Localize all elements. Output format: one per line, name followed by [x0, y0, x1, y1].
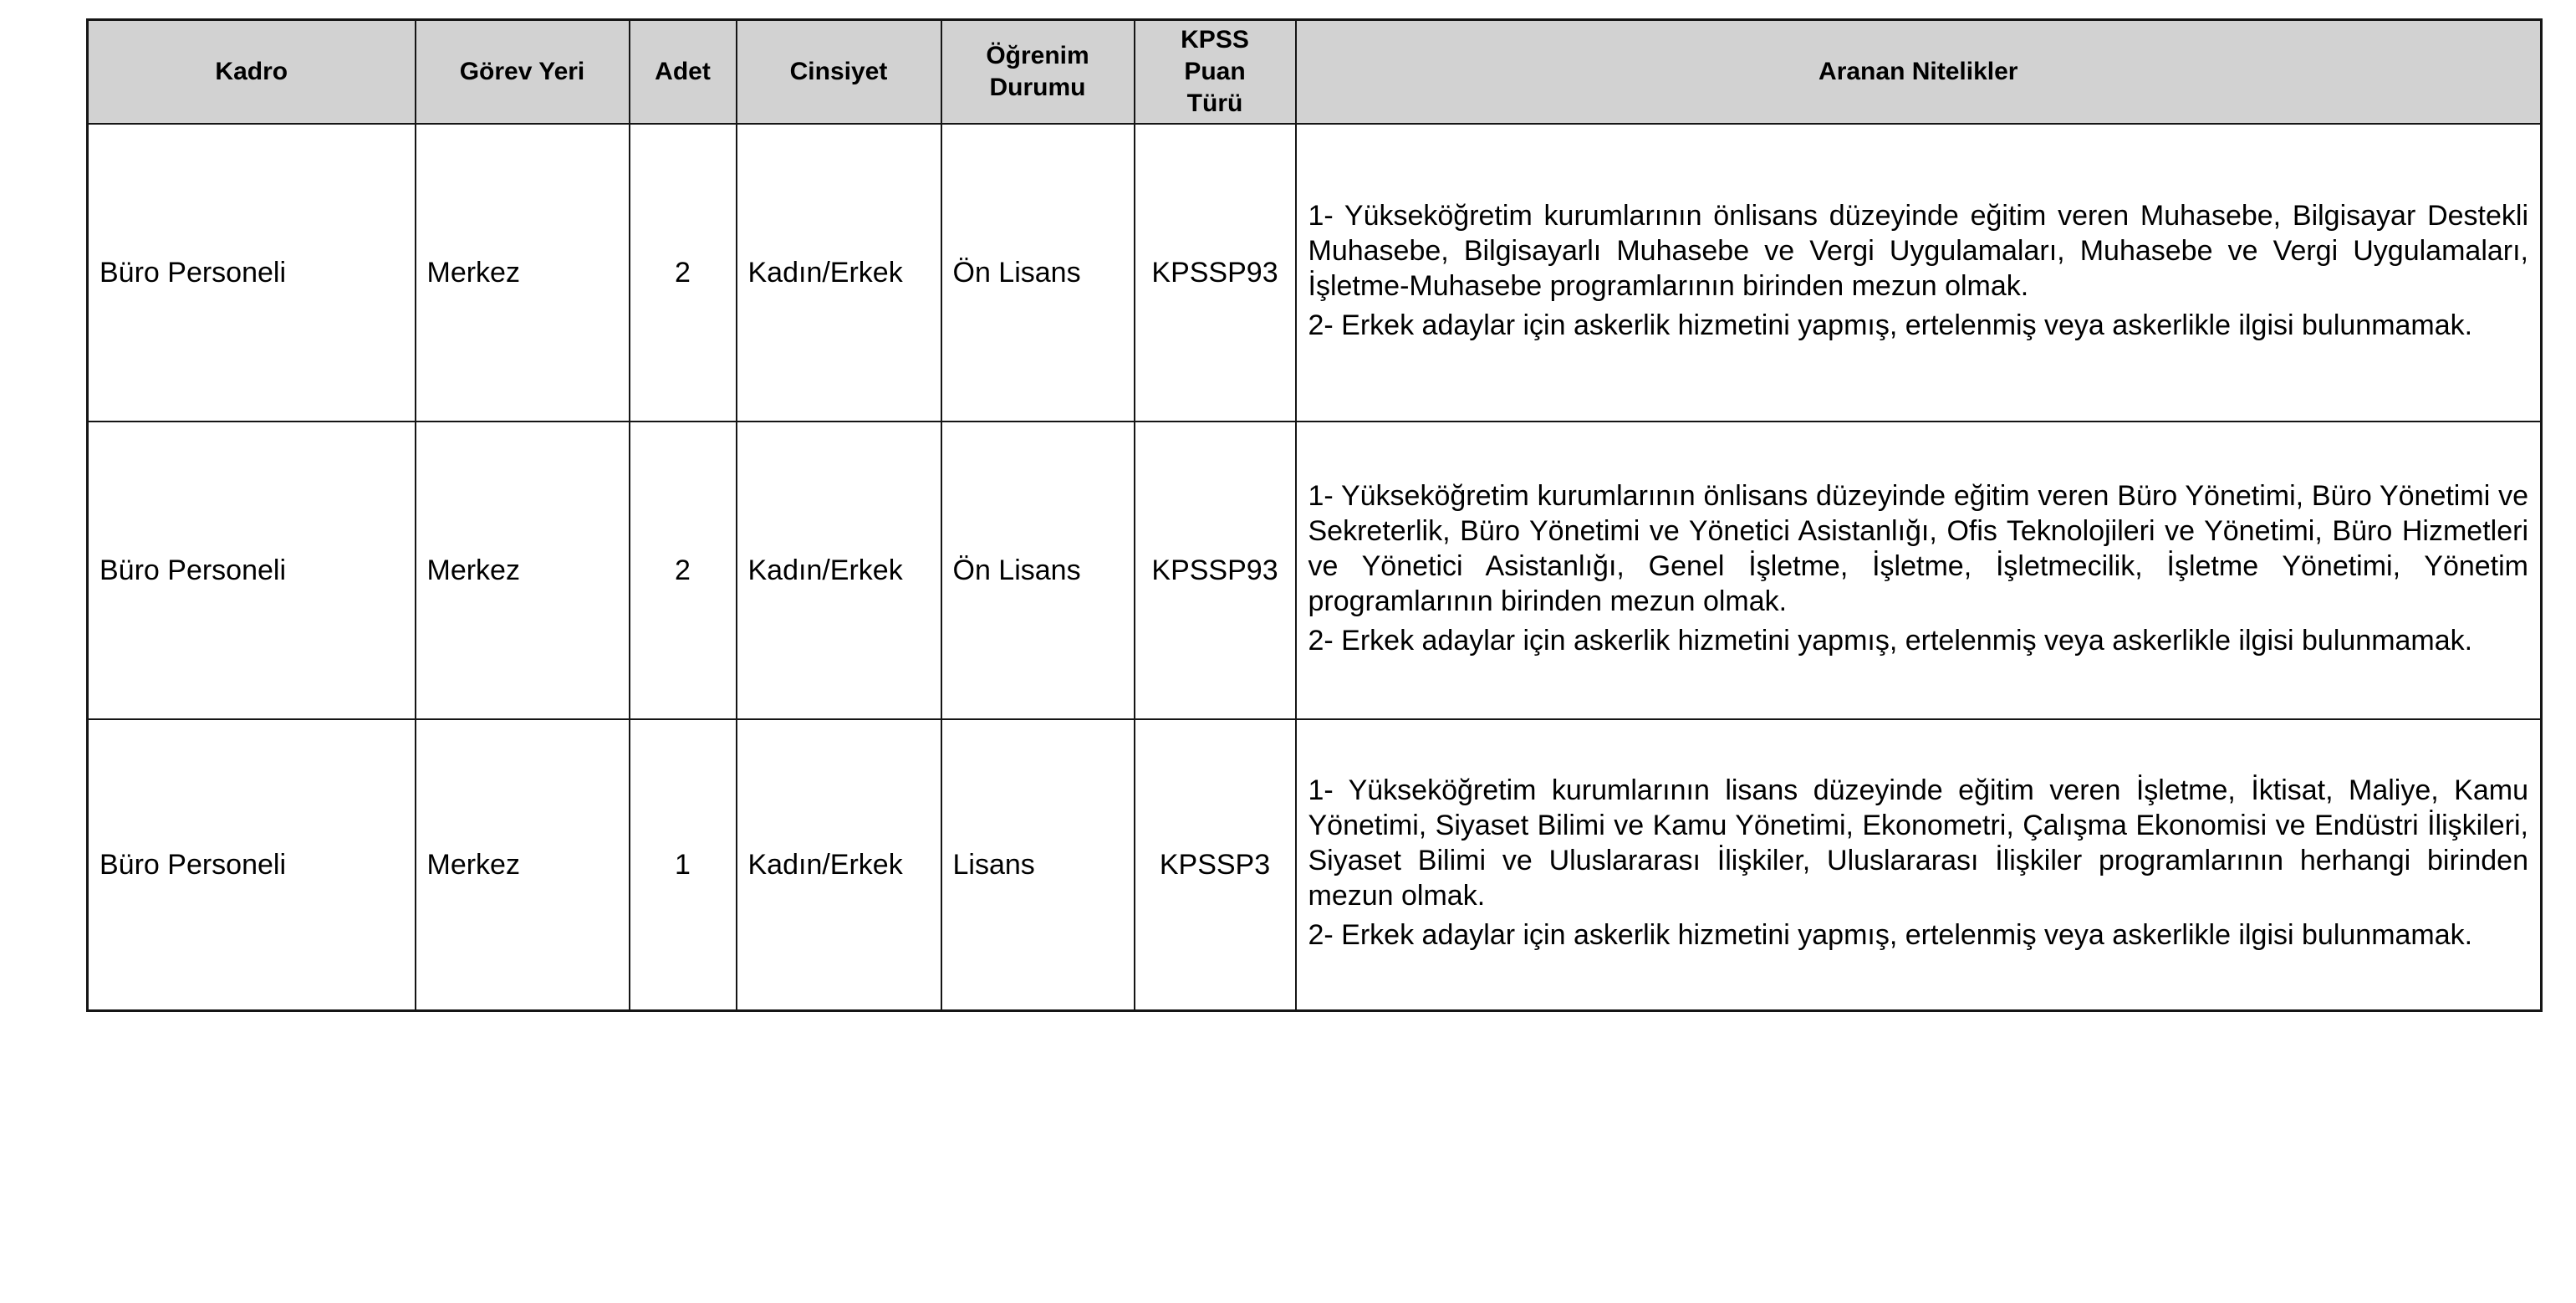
cell-gorev-yeri: Merkez	[416, 719, 630, 1011]
cell-cinsiyet: Kadın/Erkek	[737, 124, 941, 422]
cell-kadro: Büro Personeli	[88, 124, 416, 422]
cell-kpss-puan-turu: KPSSP93	[1135, 422, 1296, 719]
column-header-adet: Adet	[630, 20, 737, 125]
cell-aranan-nitelikler	[1296, 719, 2542, 1011]
nitelik-item-1: 1- Yükseköğretim kurumlarının lisans düzeyinde eğitim veren İşletme, İktisat, Maliye, Kamu Yönetimi, Siyaset Bilimi ve Kamu Yönetimi, Ekonometri, Çalışma Ekonomisi ve Endüstri İlişkileri, Siyaset Bilimi ve Uluslararası İlişkiler, Uluslararası İlişkiler programlarının herhangi birinden mezun olmak.	[1308, 774, 2528, 912]
column-header-ogrenim-durumu: Öğrenim Durumu	[941, 20, 1135, 125]
table-row	[88, 422, 2542, 719]
cell-kpss-puan-turu: KPSSP3	[1135, 719, 1296, 1011]
cell-kadro: Büro Personeli	[88, 719, 416, 1011]
cell-ogrenim-durumu: Ön Lisans	[941, 124, 1135, 422]
table-header-row	[88, 20, 2542, 125]
nitelik-item-1: 1- Yükseköğretim kurumlarının önlisans düzeyinde eğitim veren Muhasebe, Bilgisayar Destekli Muhasebe, Bilgisayarlı Muhasebe ve Vergi Uygulamaları, Muhasebe ve Vergi Uygulamaları, İşletme-Muhasebe programlarının birinden mezun olmak.	[1308, 200, 2528, 302]
cell-aranan-nitelikler	[1296, 124, 2542, 422]
job-positions-table	[86, 18, 2543, 1012]
cell-adet: 2	[630, 124, 737, 422]
table-row	[88, 719, 2542, 1011]
cell-gorev-yeri: Merkez	[416, 124, 630, 422]
column-header-kadro: Kadro	[88, 20, 416, 125]
cell-cinsiyet: Kadın/Erkek	[737, 719, 941, 1011]
cell-ogrenim-durumu: Ön Lisans	[941, 422, 1135, 719]
job-positions-table-wrapper	[86, 18, 2543, 1012]
cell-kadro: Büro Personeli	[88, 422, 416, 719]
nitelik-item-1: 1- Yükseköğretim kurumlarının önlisans düzeyinde eğitim veren Büro Yönetimi, Büro Yönetimi ve Sekreterlik, Büro Yönetimi ve Yönetici Asistanlığı, Ofis Teknolojileri ve Yönetimi, Büro Hizmetleri ve Yönetici Asistanlığı, Genel İşletme, İşletme, İşletmecilik, İşletme Yönetimi, Yönetim programlarının birinden mezun olmak.	[1308, 480, 2528, 617]
nitelik-item-2: 2- Erkek adaylar için askerlik hizmetini yapmış, ertelenmiş veya askerlikle ilgisi bulunmamak.	[1308, 919, 2473, 951]
cell-gorev-yeri: Merkez	[416, 422, 630, 719]
cell-cinsiyet: Kadın/Erkek	[737, 422, 941, 719]
cell-aranan-nitelikler	[1296, 422, 2542, 719]
nitelik-item-2: 2- Erkek adaylar için askerlik hizmetini yapmış, ertelenmiş veya askerlikle ilgisi bulunmamak.	[1308, 625, 2473, 657]
nitelik-item-2: 2- Erkek adaylar için askerlik hizmetini yapmış, ertelenmiş veya askerlikle ilgisi bulunmamak.	[1308, 309, 2473, 341]
cell-adet: 2	[630, 422, 737, 719]
column-header-cinsiyet: Cinsiyet	[737, 20, 941, 125]
cell-ogrenim-durumu: Lisans	[941, 719, 1135, 1011]
table-body	[88, 124, 2542, 1011]
table-row	[88, 124, 2542, 422]
column-header-gorev-yeri: Görev Yeri	[416, 20, 630, 125]
cell-kpss-puan-turu: KPSSP93	[1135, 124, 1296, 422]
cell-adet: 1	[630, 719, 737, 1011]
table-header	[88, 20, 2542, 125]
column-header-kpss-puan-turu: KPSS Puan Türü	[1135, 20, 1296, 125]
column-header-aranan-nitelikler: Aranan Nitelikler	[1296, 20, 2542, 125]
